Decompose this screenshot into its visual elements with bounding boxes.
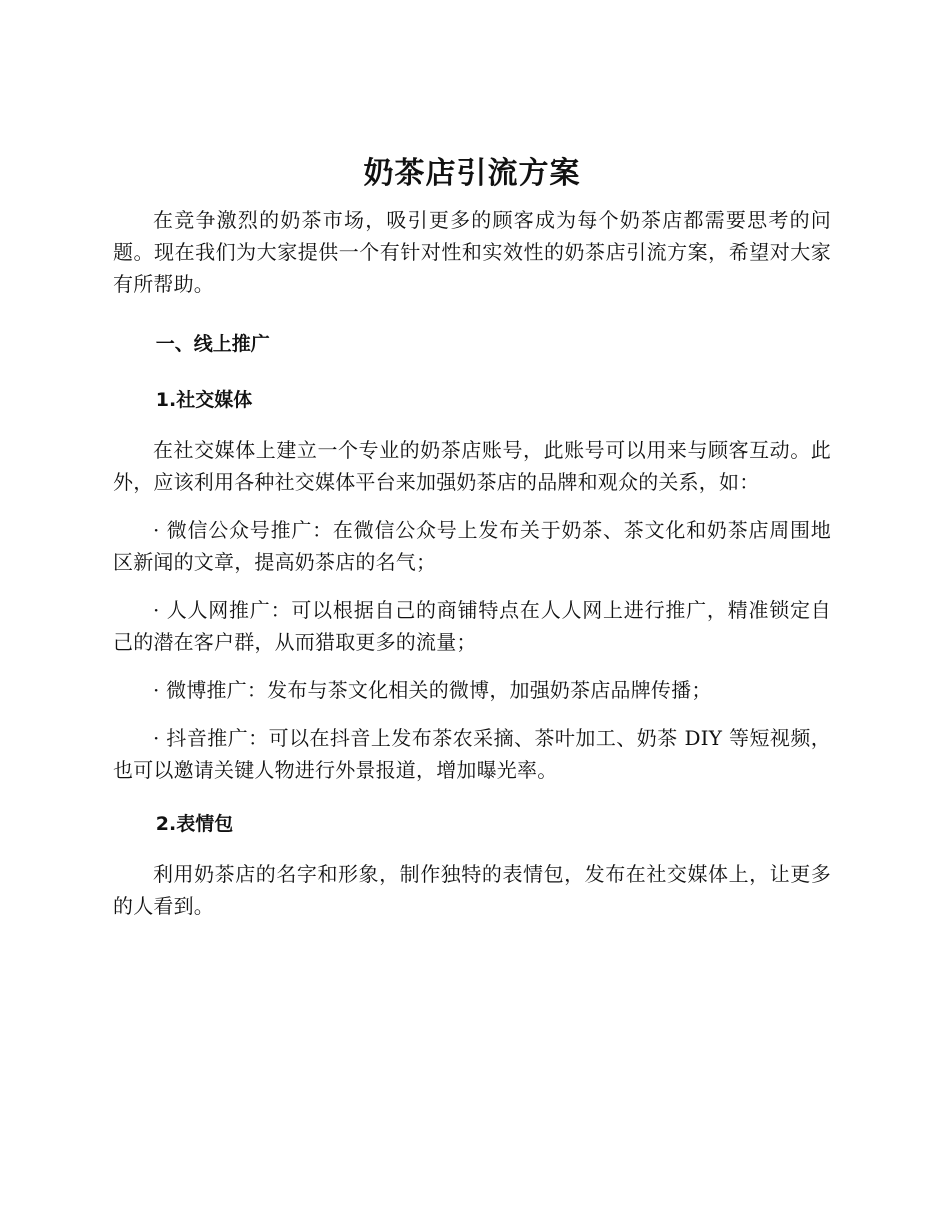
bullet-wechat-promotion: · 微信公众号推广：在微信公众号上发布关于奶茶、茶文化和奶茶店周围地区新闻的文章，提高奶茶店的名气； <box>113 518 831 574</box>
social-media-paragraph: 在社交媒体上建立一个专业的奶茶店账号，此账号可以用来与顾客互动。此外，应该利用各种社交媒体平台来加强奶茶店的品牌和观众的关系，如： <box>113 438 831 494</box>
subsection-heading-emoji-pack: 2.表情包 <box>155 813 234 835</box>
section-heading-online-promotion: 一、线上推广 <box>155 333 270 355</box>
intro-paragraph: 在竞争激烈的奶茶市场，吸引更多的顾客成为每个奶茶店都需要思考的问题。现在我们为大家提供一个有针对性和实效性的奶茶店引流方案，希望对大家有所帮助。 <box>113 208 831 296</box>
bullet-weibo-promotion: · 微博推广：发布与茶文化相关的微博，加强奶茶店品牌传播； <box>153 678 712 702</box>
document-content <box>113 150 831 938</box>
bullet-renren-promotion: · 人人网推广：可以根据自己的商铺特点在人人网上进行推广，精准锁定自己的潜在客户群，从而猎取更多的流量； <box>113 598 831 654</box>
bullet-douyin-promotion: · 抖音推广：可以在抖音上发布茶农采摘、茶叶加工、奶茶 DIY 等短视频，也可以邀请关键人物进行外景报道，增加曝光率。 <box>113 726 831 782</box>
emoji-pack-paragraph: 利用奶茶店的名字和形象，制作独特的表情包，发布在社交媒体上，让更多的人看到。 <box>113 862 831 918</box>
document-title: 奶茶店引流方案 <box>363 156 581 191</box>
subsection-heading-social-media: 1.社交媒体 <box>155 389 253 411</box>
